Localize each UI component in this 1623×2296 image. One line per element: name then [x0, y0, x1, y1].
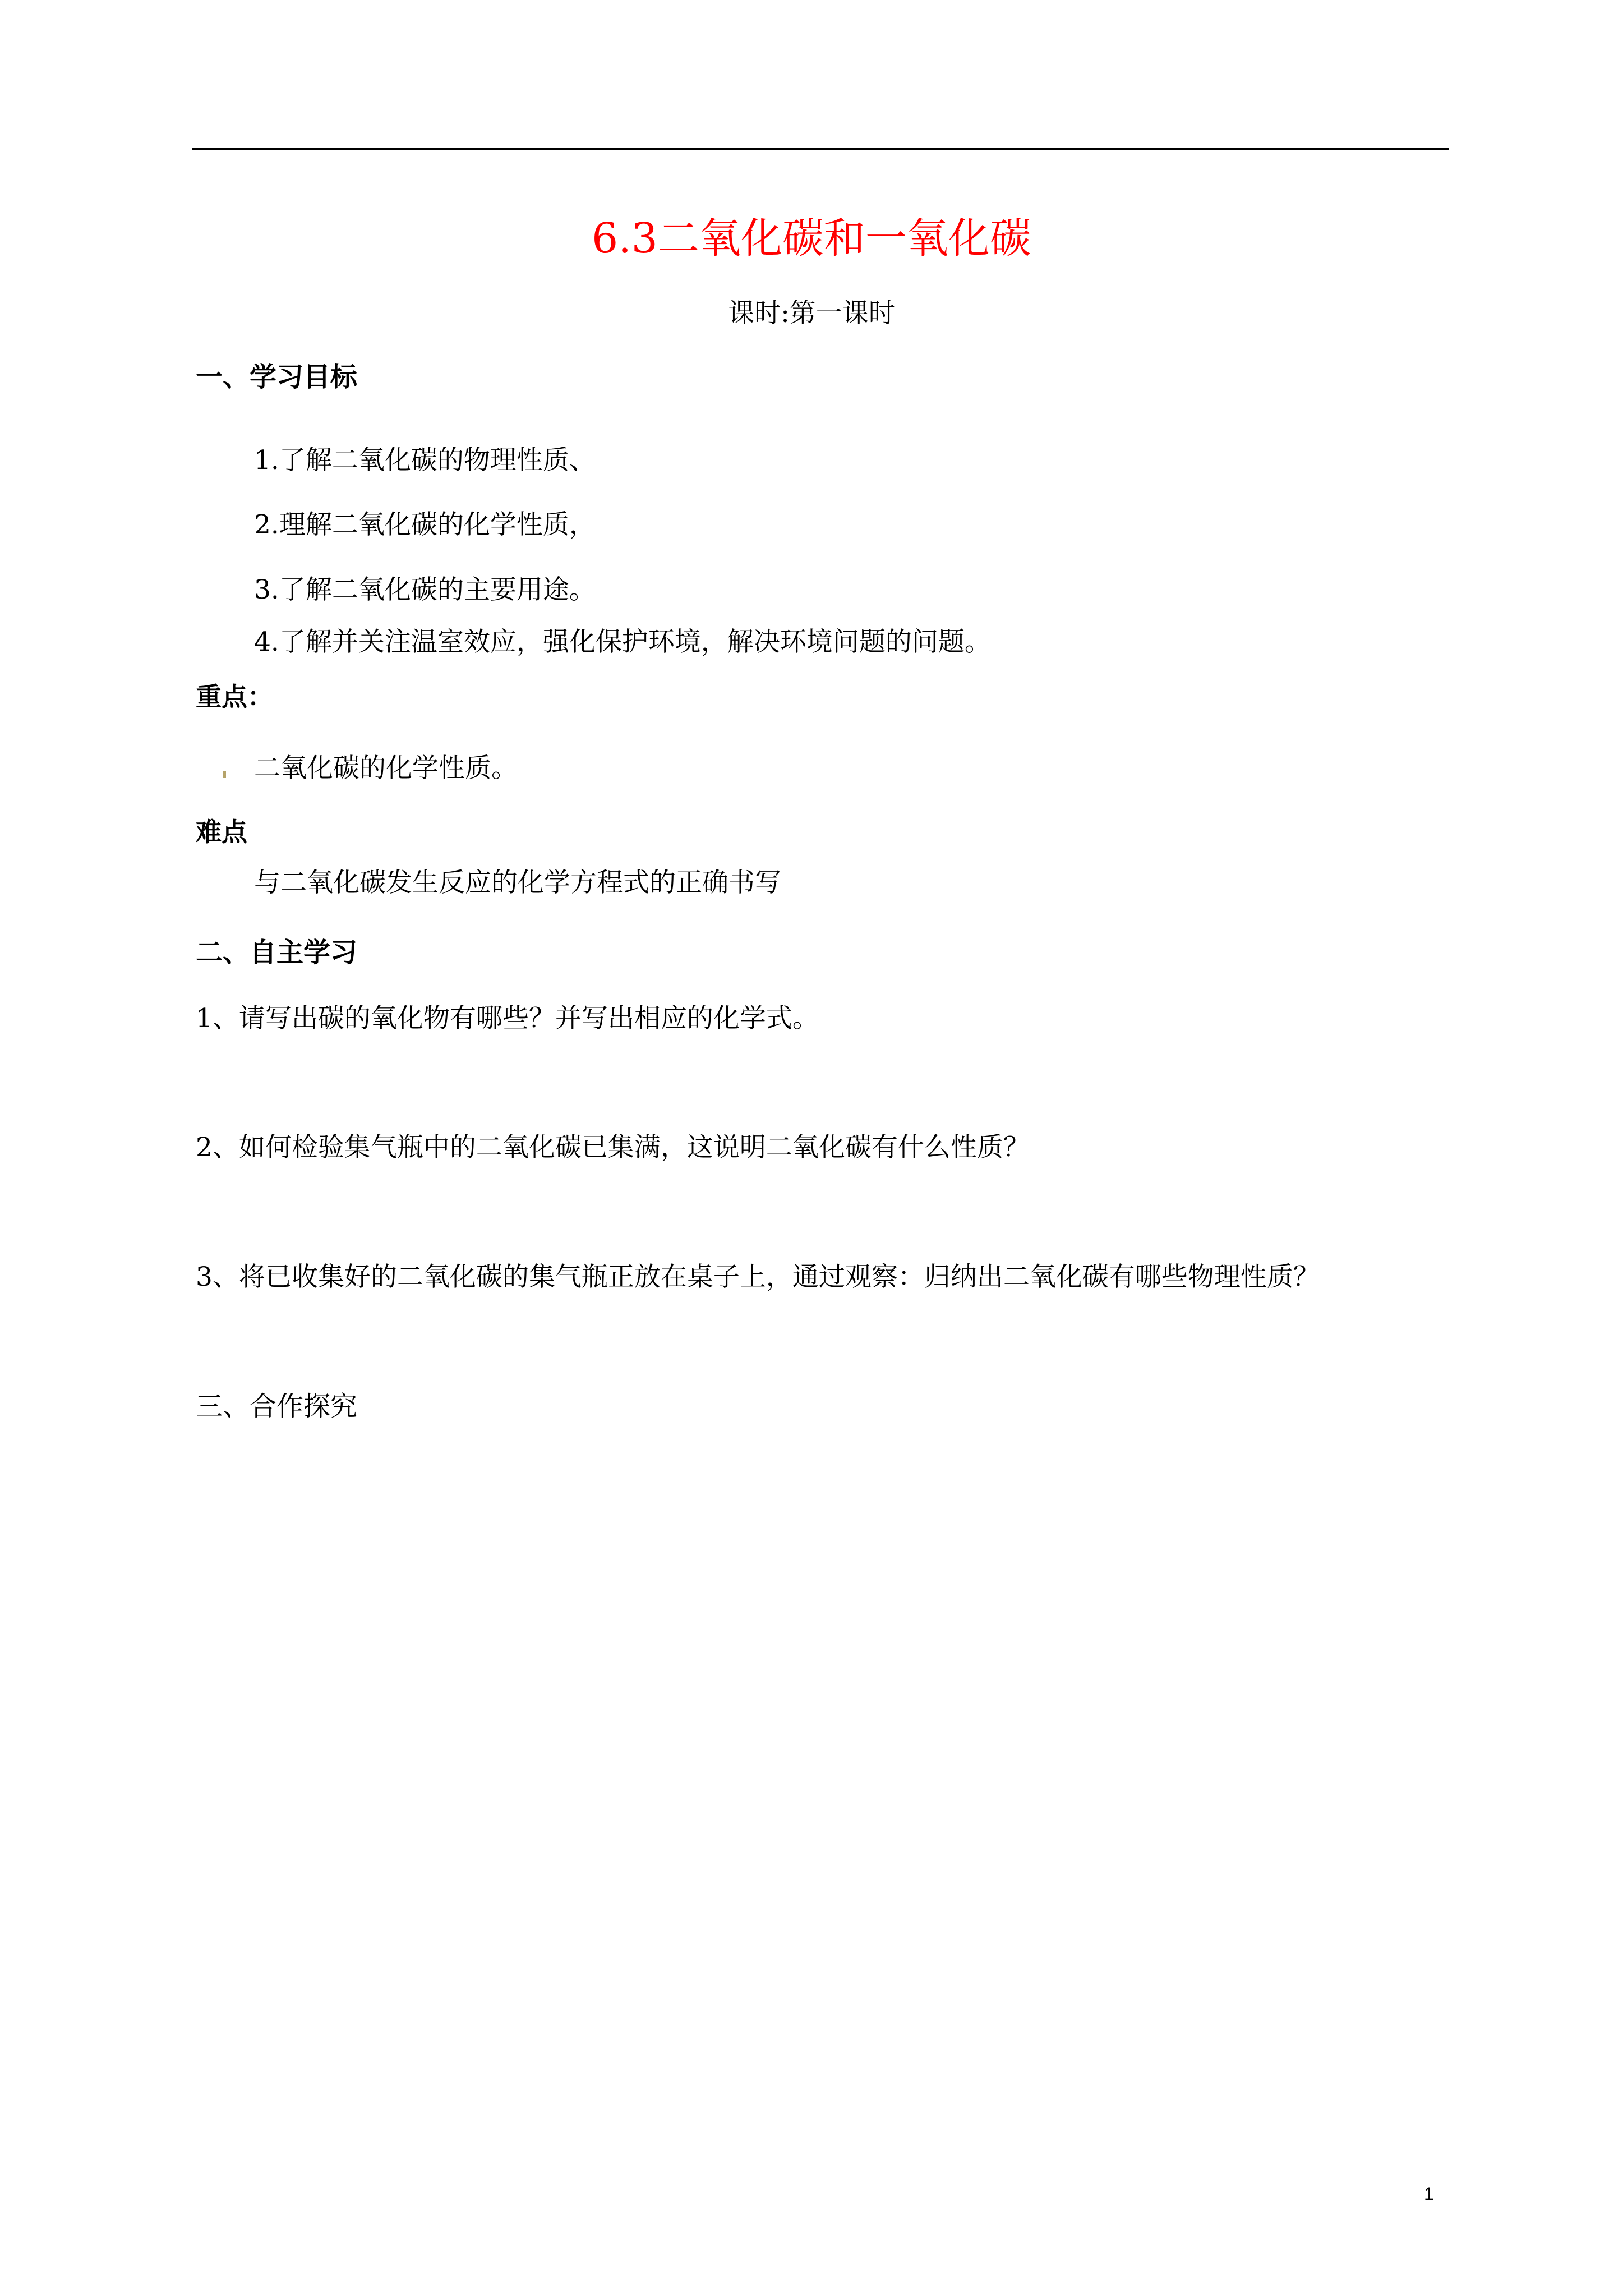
objective-item: 3.了解二氧化碳的主要用途。 — [254, 574, 596, 605]
question-item: 1、请写出碳的氧化物有哪些？并写出相应的化学式。 — [196, 1003, 819, 1034]
objective-item: 4.了解并关注温室效应，强化保护环境，解决环境问题的问题。 — [254, 627, 991, 657]
section-heading-cooperation: 三、合作探究 — [196, 1391, 358, 1422]
key-point-text: 二氧化碳的化学性质。 — [254, 753, 518, 784]
page-number: 1 — [1424, 2184, 1434, 2204]
section-heading-objectives: 一、学习目标 — [196, 361, 358, 393]
question-item: 3、将已收集好的二氧化碳的集气瓶正放在桌子上，通过观察：归纳出二氧化碳有哪些物理性质？ — [196, 1262, 1320, 1292]
question-item: 2、如何检验集气瓶中的二氧化碳已集满，这说明二氧化碳有什么性质？ — [196, 1132, 1030, 1163]
section-heading-self-study: 二、自主学习 — [196, 937, 358, 968]
difficulty-label: 难点 — [196, 817, 247, 847]
difficulty-text: 与二氧化碳发生反应的化学方程式的正确书写 — [254, 867, 781, 898]
header-rule — [192, 148, 1449, 150]
objective-item: 1.了解二氧化碳的物理性质、 — [254, 445, 596, 476]
objective-item: 2.理解二氧化碳的化学性质， — [254, 509, 596, 540]
document-subtitle: 课时:第一课时 — [728, 298, 895, 329]
document-title: 6.3二氧化碳和一氧化碳 — [592, 214, 1031, 263]
bullet-mark — [223, 771, 226, 778]
key-point-label: 重点： — [196, 682, 273, 712]
